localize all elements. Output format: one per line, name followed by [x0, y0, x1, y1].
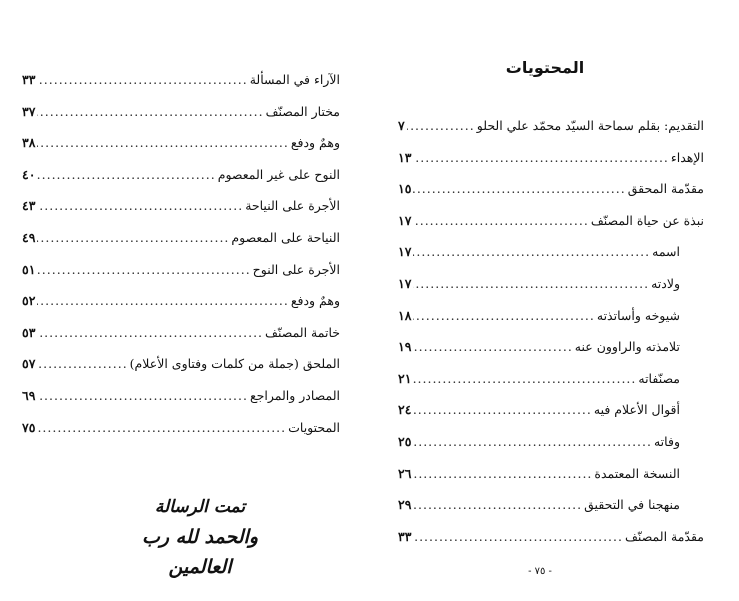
- dot-leader: [37, 230, 229, 245]
- dot-leader: [413, 150, 668, 165]
- toc-entry: [398, 276, 704, 308]
- toc-entry-page: ١٥: [398, 181, 412, 197]
- dot-leader: [413, 181, 625, 196]
- toc-entry-page: ٤٠: [22, 166, 36, 182]
- dot-leader: [413, 244, 650, 259]
- dot-leader: [37, 356, 127, 371]
- dot-leader: [37, 135, 288, 150]
- toc-entry-label: تلامذته والراوون عنه: [574, 339, 680, 355]
- dot-leader: [413, 402, 591, 417]
- toc-entry-label: الأجرة على النوح: [252, 261, 340, 277]
- toc-entry-label: شيوخه وأساتذته: [596, 307, 680, 323]
- toc-entry: [398, 529, 704, 561]
- page-number: - ٧٥ -: [528, 566, 552, 577]
- toc-right-column: [398, 118, 704, 560]
- toc-entry-label: نبذة عن حياة المصنّف: [590, 212, 704, 228]
- toc-entry-label: مصنّفاته: [638, 370, 680, 386]
- toc-entry: [22, 293, 340, 325]
- toc-entry-page: ٢٤: [398, 402, 412, 418]
- page-title: المحتويات: [505, 58, 585, 77]
- closing-calligraphy: [120, 492, 280, 582]
- dot-leader: [413, 529, 623, 544]
- toc-entry-label: منهجنا في التحقيق: [584, 497, 680, 513]
- toc-entry-page: ١٧: [398, 275, 412, 291]
- toc-entry-label: الإهداء: [670, 149, 704, 165]
- dot-leader: [37, 325, 263, 340]
- dot-leader: [37, 388, 248, 403]
- closing-line-2: والحمد لله رب العالمين: [141, 526, 259, 578]
- toc-entry-page: ٥١: [22, 261, 36, 277]
- toc-entry-label: المصادر والمراجع: [249, 387, 340, 403]
- toc-entry-page: ١٨: [398, 307, 412, 323]
- dot-leader: [37, 420, 286, 435]
- toc-entry-page: ٣٣: [398, 528, 412, 544]
- dot-leader: [413, 371, 636, 386]
- toc-entry: [398, 466, 704, 498]
- toc-entry-page: ٥٧: [22, 356, 36, 372]
- toc-entry-page: ١٩: [398, 339, 412, 355]
- dot-leader: [37, 72, 247, 87]
- toc-entry-page: ٣٨: [22, 135, 36, 151]
- toc-entry-label: المحتويات: [288, 419, 340, 435]
- toc-entry-label: الأجرة على النياحة: [245, 198, 340, 214]
- toc-entry: [22, 420, 340, 452]
- dot-leader: [407, 118, 475, 133]
- toc-entry: [398, 213, 704, 245]
- toc-entry-page: ٣٧: [22, 103, 36, 119]
- toc-entry-label: الملحق (جملة من كلمات وفتاوى الأعلام): [129, 356, 340, 372]
- dot-leader: [37, 262, 250, 277]
- toc-entry-page: ٧: [398, 118, 405, 133]
- dot-leader: [413, 497, 582, 512]
- toc-entry: [22, 198, 340, 230]
- dot-leader: [37, 167, 215, 182]
- toc-entry: [398, 402, 704, 434]
- toc-entry-page: ٥٣: [22, 324, 36, 340]
- toc-entry-page: ٢٩: [398, 497, 412, 513]
- toc-entry: [398, 434, 704, 466]
- toc-entry: [22, 230, 340, 262]
- toc-entry-label: اسمه: [652, 244, 680, 260]
- toc-entry: [22, 388, 340, 420]
- toc-entry: [398, 497, 704, 529]
- toc-entry: [22, 135, 340, 167]
- toc-left-column: [22, 72, 340, 451]
- toc-entry-page: ٢١: [398, 370, 412, 386]
- toc-entry: [22, 104, 340, 136]
- toc-entry: [22, 325, 340, 357]
- dot-leader: [37, 293, 288, 308]
- toc-entry: [398, 244, 704, 276]
- toc-entry-label: النياحة على المعصوم: [231, 229, 340, 245]
- toc-entry: [398, 308, 704, 340]
- toc-entry: [22, 167, 340, 199]
- toc-entry: [398, 339, 704, 371]
- toc-entry-page: ١٧: [398, 212, 412, 228]
- toc-entry-label: وهمٌ ودفع: [290, 135, 340, 151]
- toc-entry-page: ٢٥: [398, 433, 412, 449]
- toc-entry: [22, 262, 340, 294]
- toc-entry-label: مختار المصنّف: [265, 103, 340, 119]
- toc-entry-label: أقوال الأعلام فيه: [593, 402, 680, 418]
- toc-entry-page: ٧٥: [22, 419, 36, 435]
- toc-entry-label: الآراء في المسألة: [249, 72, 340, 87]
- dot-leader: [37, 198, 243, 213]
- toc-entry-label: خاتمة المصنّف: [265, 324, 340, 340]
- toc-entry-page: ٤٣: [22, 198, 36, 214]
- toc-entry: [22, 356, 340, 388]
- toc-entry-label: وفاته: [653, 433, 680, 449]
- dot-leader: [413, 276, 649, 291]
- toc-entry-page: ١٣: [398, 149, 412, 165]
- toc-entry-page: ٦٩: [22, 387, 36, 403]
- toc-entry: [398, 371, 704, 403]
- toc-entry-label: التقديم: بقلم سماحة السيّد محمّد علي الحلو: [476, 118, 704, 133]
- toc-entry: [398, 118, 704, 150]
- dot-leader: [413, 434, 652, 449]
- dot-leader: [413, 213, 588, 228]
- dot-leader: [37, 104, 263, 119]
- toc-entry-page: ٥٢: [22, 293, 36, 309]
- toc-entry-label: مقدّمة المحقق: [627, 181, 704, 197]
- dot-leader: [413, 308, 594, 323]
- toc-entry: [22, 72, 340, 104]
- toc-entry-label: النسخة المعتمدة: [594, 465, 680, 481]
- toc-entry-label: مقدّمة المصنّف: [624, 528, 704, 544]
- dot-leader: [413, 339, 572, 354]
- toc-entry-page: ٣٣: [22, 72, 36, 87]
- toc-entry-label: النوح على غير المعصوم: [217, 166, 340, 182]
- toc-entry: [398, 150, 704, 182]
- toc-entry-label: وهمٌ ودفع: [290, 293, 340, 309]
- toc-entry-page: ٤٩: [22, 229, 36, 245]
- toc-entry-page: ٢٦: [398, 465, 412, 481]
- toc-entry-page: ١٧: [398, 244, 412, 260]
- toc-entry-label: ولادته: [651, 275, 680, 291]
- dot-leader: [413, 466, 592, 481]
- closing-line-1: تمت الرسالة: [154, 497, 246, 517]
- toc-entry: [398, 181, 704, 213]
